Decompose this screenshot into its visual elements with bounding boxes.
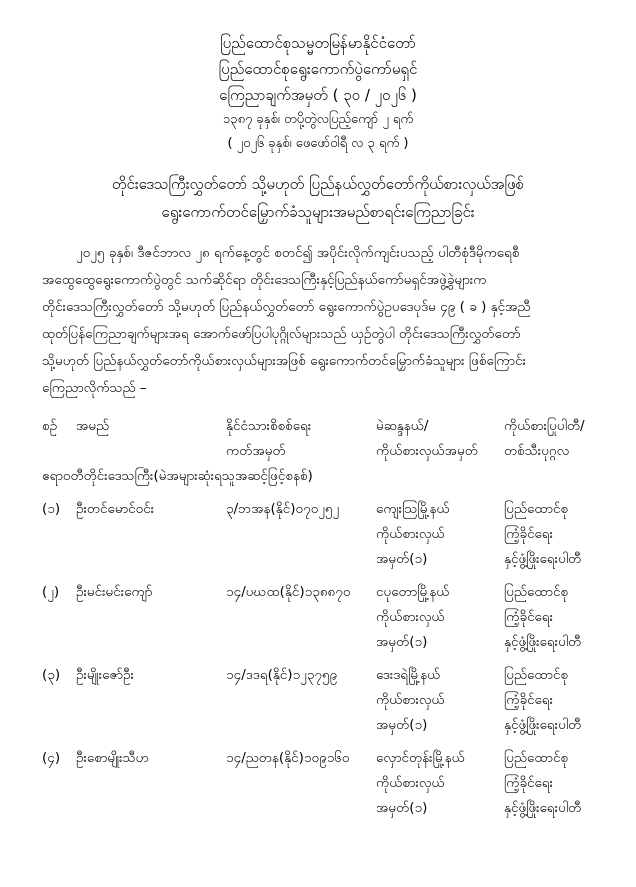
table-row [42, 738, 594, 821]
row-constituency-line2: ကိုယ်စားလှယ် [376, 775, 445, 791]
row-constituency-line3: အမှတ်(၁) [376, 634, 428, 650]
header-line-commission: ပြည်ထောင်စုရွေးကောက်ပွဲကော်မရှင် [218, 60, 418, 78]
row-constituency-line3: အမှတ်(၁) [376, 717, 428, 733]
row-party-line1: ပြည်ထောင်စုကြံ့ခိုင်ရေး [504, 667, 569, 708]
row-party-line2: နှင့်ဖွံ့ဖြိုးရေးပါတီ [504, 717, 582, 733]
row-nrc: ၁၄/ပဃထ(နိုင်)၁၃၈၈၇၀ [226, 584, 351, 600]
row-name: ဦးစောမျိုးသီဟ [76, 750, 149, 766]
column-header-party [504, 414, 594, 464]
column-header-nrc-line1: နိုင်ငံသားစိစစ်ရေး [226, 418, 312, 434]
column-header-nrc [226, 414, 376, 464]
row-party-line2: နှင့်ဖွံ့ဖြိုးရေးပါတီ [504, 551, 582, 567]
body-paragraph-line-5: သို့မဟုတ် ပြည်နယ်လွှတ်တော်ကိုယ်စားလှယ်များအဖြစ် ရွေးကောက်တင်မြှောက်ခံသူများ ဖြစ်ကြောင်း [42, 353, 526, 369]
table-row [42, 655, 594, 738]
table-row [42, 489, 594, 572]
row-constituency-line1: လှောင်တုန်းမြို့နယ် [376, 750, 465, 766]
body-paragraph-line-1: ၂၀၂၅ ခုနှစ်၊ ဒီဇင်ဘာလ ၂၈ ရက်နေ့တွင် စတင်၍ အပိုင်းလိုက်ကျင်းပသည့် ပါတီစုံဒီမိုကရေစီ [76, 245, 520, 261]
row-constituency-line3: အမှတ်(၁) [376, 800, 428, 816]
row-index: (၃) [42, 667, 61, 683]
row-constituency [376, 489, 504, 572]
header-line-country: ပြည်ထောင်စုသမ္မတမြန်မာနိုင်ငံတော် [220, 34, 416, 52]
row-constituency-line1: ကျေးသြမြို့နယ် [376, 501, 450, 517]
table-header-row [42, 414, 594, 464]
column-header-party-line1: ကိုယ်စားပြုပါတီ/ [504, 418, 585, 434]
column-header-nrc-line2: ကတ်အမှတ် [226, 443, 286, 459]
column-header-no: စဉ် [42, 418, 58, 434]
row-name: ဦးတင်မောင်ဝင်း [76, 501, 155, 517]
body-paragraph-line-3: တိုင်းဒေသကြီးလွှတ်တော် သို့မဟုတ် ပြည်နယ်လွှတ်တော် ရွေးကောက်ပွဲဥပဒေပုဒ်မ ၄၉ ( ခ ) နှင့်အညီ [42, 299, 531, 315]
title-line-1: တိုင်းဒေသကြီးလွှတ်တော် သို့မဟုတ် ပြည်နယ်လွှတ်တော်ကိုယ်စားလှယ်အဖြစ် [111, 175, 525, 193]
row-party-line2: နှင့်ဖွံ့ဖြိုးရေးပါတီ [504, 800, 582, 816]
row-nrc: ၁၄/ဒဒရ(နိုင်)၁၂၃၇၅၉ [226, 667, 338, 683]
row-constituency-line2: ကိုယ်စားလှယ် [376, 609, 445, 625]
row-party-line1: ပြည်ထောင်စုကြံ့ခိုင်ရေး [504, 501, 569, 542]
row-party-line2: နှင့်ဖွံ့ဖြိုးရေးပါတီ [504, 634, 582, 650]
column-header-party-line2: တစ်သီးပုဂ္ဂလ [504, 443, 570, 459]
table-body [42, 464, 594, 821]
body-paragraph-line-4: ထုတ်ပြန်ကြေညာချက်များအရ အောက်ဖော်ပြပါပုဂ္ဂိုလ်များသည် ယှဉ်တွဲပါ တိုင်းဒေသကြီးလွှတ်တော် [42, 326, 521, 342]
row-party-line1: ပြည်ထောင်စုကြံ့ခိုင်ရေး [504, 750, 569, 791]
header-line-announcement-number: ကြေညာချက်အမှတ် ( ၃၀ / ၂၀၂၆ ) [219, 86, 417, 104]
document-body [42, 240, 594, 402]
header-date-burmese-era: ၁၃၈၇ ခုနှစ်၊ တပို့တွဲလပြည့်ကျော် ၂ ရက် [222, 112, 414, 127]
body-paragraph-line-6: ကြေညာလိုက်သည် – [42, 380, 147, 396]
column-header-name: အမည် [76, 418, 110, 434]
row-party-line1: ပြည်ထောင်စုကြံ့ခိုင်ရေး [504, 584, 569, 625]
row-nrc: ၃/ဘအန(နိုင်)၀၇၀၂၅၂ [226, 501, 340, 517]
table-row [42, 572, 594, 655]
row-party [504, 572, 594, 655]
region-heading-row [42, 464, 594, 489]
row-constituency [376, 572, 504, 655]
body-paragraph-line-2: အထွေထွေရွေးကောက်ပွဲတွင် သက်ဆိုင်ရာ တိုင်းဒေသကြီးနှင့်ပြည်နယ်ကော်မရှင်အဖွဲ့ခွဲများက [42, 272, 487, 288]
row-constituency-line1: ဒေးဒရဲမြို့နယ် [376, 667, 441, 683]
header-date-gregorian: ( ၂၀၂၆ ခုနှစ်၊ ဖေဖော်ဝါရီ လ ၃ ရက် ) [227, 136, 409, 151]
row-constituency-line3: အမှတ်(၁) [376, 551, 428, 567]
document-title [42, 170, 594, 226]
column-header-constituency-line2: ကိုယ်စားလှယ်အမှတ် [376, 443, 478, 459]
column-header-constituency-line1: မဲဆန္ဒနယ်/ [376, 418, 429, 434]
row-party [504, 738, 594, 821]
row-name: ဦးမင်းမင်းကျော် [76, 584, 153, 600]
title-line-2: ရွေးကောက်တင်မြှောက်ခံသူများအမည်စာရင်းကြေညာခြင်း [161, 203, 475, 221]
row-constituency [376, 738, 504, 821]
row-party [504, 489, 594, 572]
column-header-constituency [376, 414, 504, 464]
representatives-table [42, 414, 594, 821]
table-header [42, 414, 594, 464]
row-party [504, 655, 594, 738]
row-index: (၄) [42, 750, 61, 766]
document-header [42, 30, 594, 156]
row-constituency-line1: ငပုတောမြို့နယ် [376, 584, 450, 600]
row-constituency-line2: ကိုယ်စားလှယ် [376, 692, 445, 708]
row-nrc: ၁၄/ညတန(နိုင်)၁၀၉၁၆၀ [226, 750, 350, 766]
row-name: ဦးမျိုးဇော်ဦး [76, 667, 134, 683]
row-constituency [376, 655, 504, 738]
row-constituency-line2: ကိုယ်စားလှယ် [376, 526, 445, 542]
region-heading: ဧရာဝတီတိုင်းဒေသကြီး(မဲအများဆုံးရသူအဆင့်ဖြင့်စနစ်) [42, 468, 313, 484]
row-index: (၁) [42, 501, 61, 517]
row-index: (၂) [42, 584, 60, 600]
